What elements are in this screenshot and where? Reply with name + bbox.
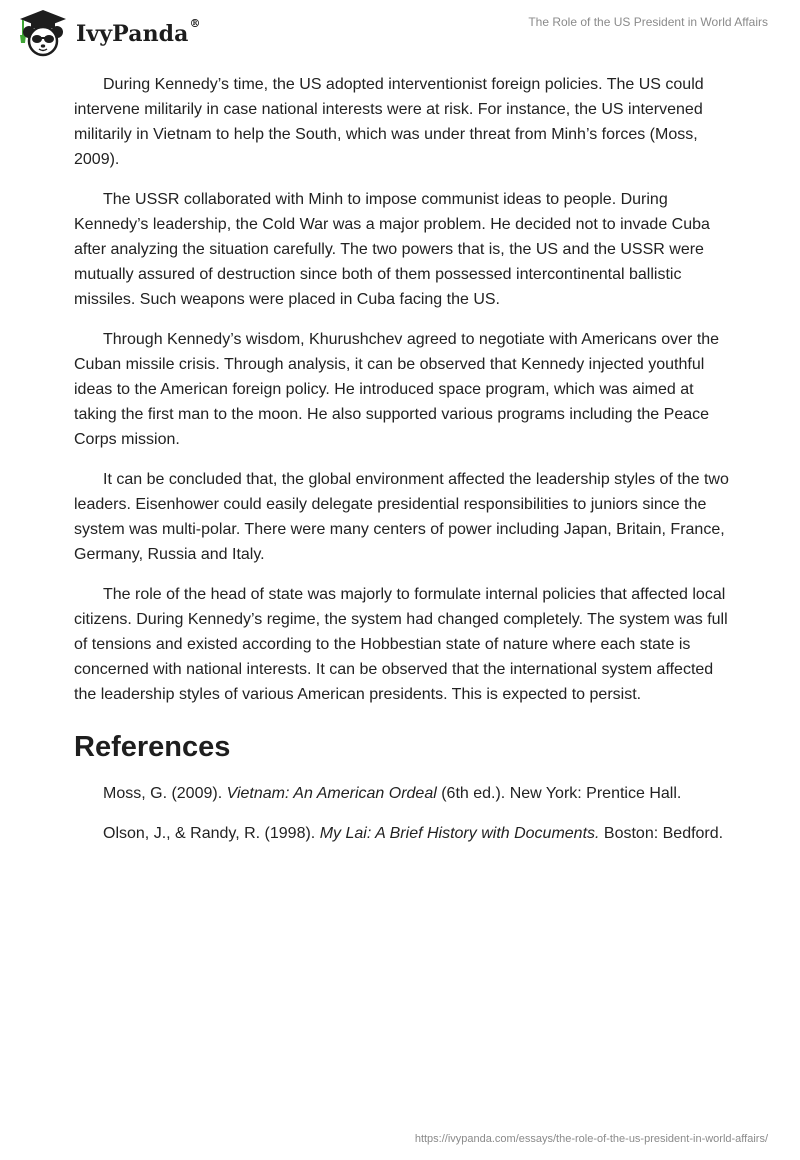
references-heading: References [74, 731, 231, 763]
reference-title: Vietnam: An American Ordeal [226, 785, 437, 802]
paragraph: During Kennedy’s time, the US adopted interventionist foreign policies. The US could intervene militarily in case national interests were at risk. For instance, the US intervened militarily in Vietnam to help the South, which was under threat from Minh’s forces (Moss, 2009). [74, 76, 704, 168]
panda-graduate-icon [14, 8, 72, 58]
reference-title: My Lai: A Brief History with Documents. [319, 825, 600, 842]
page-header [0, 0, 800, 70]
paragraph: The USSR collaborated with Minh to impose communist ideas to people. During Kennedy’s leadership, the Cold War was a major problem. He decided not to invade Cuba after analyzing the situation carefully. The two powers that is, the US and the USSR were mutually assured of destruction since both of them possessed intercontinental ballistic missiles. Such weapons were placed in Cuba facing the US. [74, 191, 710, 308]
brand-logo[interactable] [14, 8, 201, 58]
paragraph: The role of the head of state was majorly to formulate internal policies that affected local citizens. During Kennedy’s regime, the system had changed completely. The system was full of tensions and existed according to the Hobbestian state of nature where each state is concerned with national interests. It can be observed that the international system affected the leadership styles of various American presidents. This is expected to persist. [74, 586, 728, 703]
brand-name: IvyPanda® [76, 17, 201, 47]
reference-item: Olson, J., & Randy, R. (1998). My Lai: A Brief History with Documents. Boston: Bedford. [103, 825, 724, 842]
registered-mark: ® [189, 17, 201, 30]
reference-item: Moss, G. (2009). Vietnam: An American Ordeal (6th ed.). New York: Prentice Hall. [103, 785, 682, 802]
running-title: The Role of the US President in World Affairs [528, 15, 768, 29]
essay-body [74, 72, 734, 861]
source-url[interactable]: https://ivypanda.com/essays/the-role-of-the-us-president-in-world-affairs/ [414, 1133, 768, 1145]
paragraph: It can be concluded that, the global environment affected the leadership styles of the two leaders. Eisenhower could easily delegate presidential responsibilities to juniors since the system was multi-polar. There were many centers of power including Japan, Britain, France, Germany, Russia and Italy. [74, 471, 729, 563]
paragraph: Through Kennedy’s wisdom, Khurushchev agreed to negotiate with Americans over the Cuban missile crisis. Through analysis, it can be observed that Kennedy injected youthful ideas to the American foreign policy. He introduced space program, which was aimed at taking the first man to the moon. He also supported various programs including the Peace Corps mission. [74, 331, 720, 448]
